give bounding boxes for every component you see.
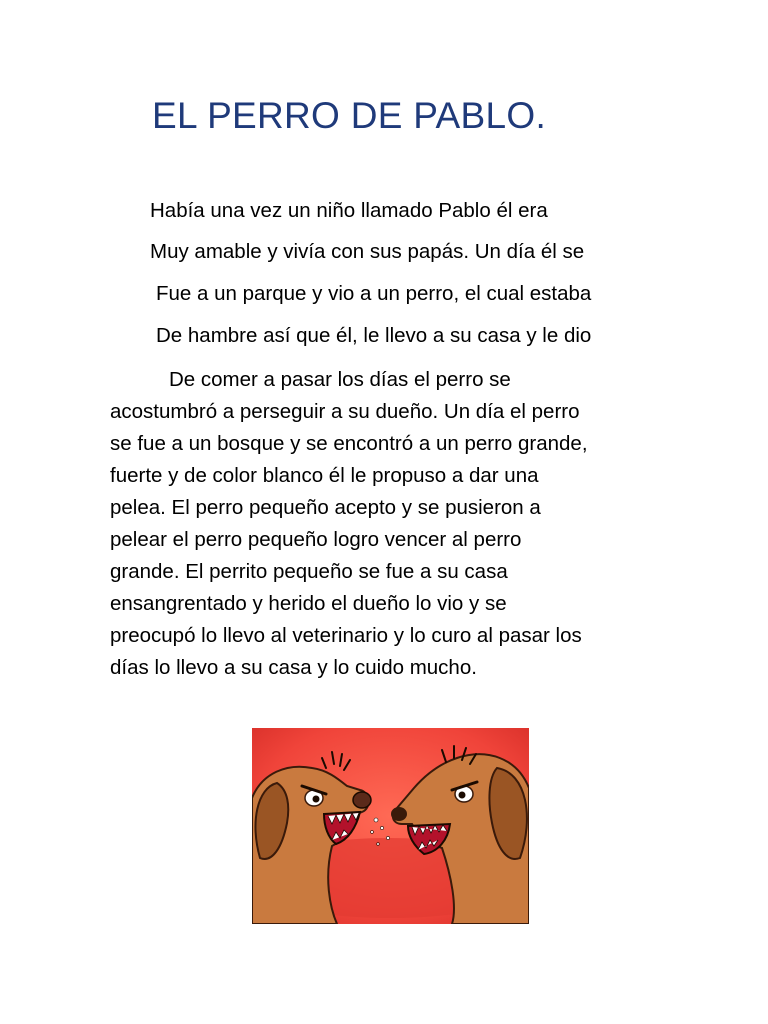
paragraph-line: pelear el perro pequeño logro vencer al perro bbox=[110, 528, 522, 551]
paragraph-line: se fue a un bosque y se encontró a un perro grande, bbox=[110, 432, 588, 455]
paragraph-line: fuerte y de color blanco él le propuso a dar una bbox=[110, 464, 539, 487]
page-title: EL PERRO DE PABLO. bbox=[152, 95, 547, 136]
intro-line-1: Había una vez un niño llamado Pablo él era bbox=[150, 199, 548, 222]
intro-line-4: De hambre así que él, le llevo a su casa y le dio bbox=[156, 324, 592, 347]
paragraph-line: grande. El perrito pequeño se fue a su casa bbox=[110, 560, 508, 583]
angry-dogs-illustration bbox=[252, 728, 529, 924]
paragraph-line: días lo llevo a su casa y lo cuido mucho. bbox=[110, 656, 477, 679]
intro-line-2: Muy amable y vivía con sus papás. Un día él se bbox=[150, 240, 585, 263]
paragraph-line: preocupó lo llevo al veterinario y lo curo al pasar los bbox=[110, 624, 582, 647]
paragraph-line: pelea. El perro pequeño acepto y se pusieron a bbox=[110, 496, 541, 519]
intro-line-3: Fue a un parque y vio a un perro, el cual estaba bbox=[156, 282, 592, 305]
paragraph-line: De comer a pasar los días el perro se bbox=[169, 368, 511, 391]
paragraph-line: acostumbró a perseguir a su dueño. Un día el perro bbox=[110, 400, 580, 423]
story-paragraph bbox=[110, 364, 670, 684]
paragraph-line: ensangrentado y herido el dueño lo vio y se bbox=[110, 592, 507, 615]
